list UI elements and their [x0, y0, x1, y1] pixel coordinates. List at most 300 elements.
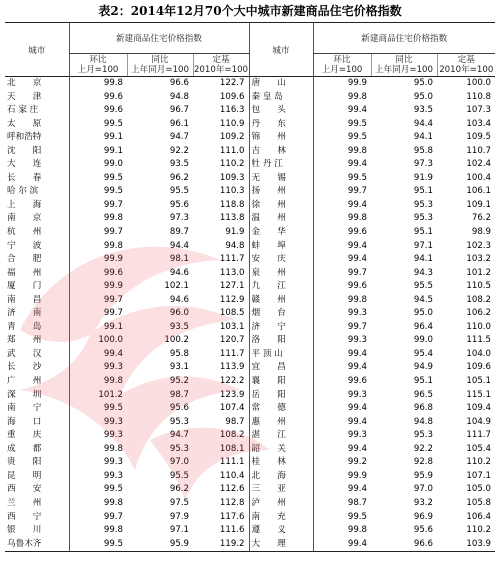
mom-index: 99.6: [313, 375, 371, 389]
city-name: 烟 台: [249, 307, 313, 321]
column-header-top: 定基: [457, 55, 475, 65]
base-index: 102.3: [466, 240, 492, 251]
city-name: 泸 州: [249, 497, 313, 511]
base-index: 107.3: [466, 105, 492, 116]
mom-index: 99.7: [69, 226, 127, 240]
base-index: 103.9: [437, 538, 495, 552]
base-index: 106.2: [466, 308, 492, 319]
mom-index: 99.8: [313, 145, 371, 159]
yoy-index: 95.3: [169, 416, 189, 427]
mom-index: 100.0: [69, 334, 127, 348]
city-name: 银 川: [7, 525, 42, 536]
city-name: 大 连: [7, 159, 42, 170]
yoy-index: 98.1: [169, 254, 189, 265]
table-row: [5, 524, 495, 538]
base-index: 109.5: [466, 132, 492, 143]
city-name: 蚌 埠: [249, 240, 313, 254]
city-name: 宁 波: [7, 240, 42, 251]
city-name: 遵 义: [249, 524, 313, 538]
base-index: 109.6: [466, 362, 492, 373]
city-name: 惠 州: [249, 416, 313, 430]
mom-index: 99.3: [69, 416, 127, 430]
table-row: [5, 321, 495, 335]
yoy-index: 95.4: [413, 348, 433, 359]
city-name: 乌鲁木齐: [5, 538, 69, 552]
city-name: 常 德: [249, 402, 313, 416]
column-header-top: 环比: [89, 55, 107, 65]
base-index: 102.4: [466, 159, 492, 170]
yoy-index: 97.3: [169, 213, 189, 224]
mom-index: 99.6: [69, 91, 127, 105]
mom-index: 99.4: [313, 402, 371, 416]
city-name: 秦 皇 岛: [249, 91, 313, 105]
city-name: 北 海: [249, 470, 313, 484]
mom-index: 99.3: [313, 429, 371, 443]
base-index: 122.7: [219, 78, 245, 88]
mom-index: 99.5: [313, 511, 371, 525]
city-name: 重 庆: [7, 430, 42, 441]
city-name: 温 州: [249, 212, 313, 226]
yoy-index: 96.6: [371, 538, 437, 552]
city-name: 湛 江: [249, 429, 313, 443]
column-header-top: 同比: [151, 55, 169, 65]
yoy-index: 95.3: [413, 213, 433, 224]
city-name: 九 江: [249, 280, 313, 294]
city-name: 安 庆: [249, 253, 313, 267]
yoy-index: 93.5: [413, 105, 433, 116]
table-row: [5, 118, 495, 132]
base-index: 112.9: [219, 294, 245, 305]
base-index: 111.7: [219, 348, 245, 359]
base-index: 108.1: [219, 443, 245, 454]
yoy-index: 95.1: [413, 376, 433, 387]
yoy-index: 94.4: [413, 118, 433, 129]
yoy-index: 96.6: [169, 78, 189, 88]
yoy-index: 96.1: [169, 118, 189, 129]
base-index: 110.0: [466, 321, 492, 332]
table-row: [5, 497, 495, 511]
base-index: 111.5: [466, 335, 492, 346]
city-name: 兰 州: [7, 497, 42, 508]
mom-index: 99.4: [313, 253, 371, 267]
mom-index: 99.2: [313, 456, 371, 470]
city-name: 青 岛: [7, 321, 42, 332]
yoy-index: 94.3: [413, 267, 433, 278]
yoy-index: 95.9: [413, 470, 433, 481]
mom-index: 99.3: [69, 361, 127, 375]
yoy-index: 95.0: [413, 91, 433, 102]
city-name: 太 原: [7, 118, 42, 129]
table-row: [5, 212, 495, 226]
base-index: 119.2: [193, 538, 249, 552]
table-row: [5, 253, 495, 267]
table-row: [5, 334, 495, 348]
city-name: 无 锡: [249, 172, 313, 186]
mom-index: 99.6: [69, 104, 127, 118]
yoy-index: 95.6: [413, 525, 433, 536]
group-header-right: 新建商品住宅价格指数: [313, 23, 495, 54]
city-name: 襄 阳: [249, 375, 313, 389]
mom-index: 99.1: [69, 321, 127, 335]
yoy-index: 98.7: [169, 389, 189, 400]
table-title: 表2：2014年12月70个大中城市新建商品住宅价格指数: [98, 4, 402, 18]
mom-index: 99.4: [313, 104, 371, 118]
table-row: [5, 307, 495, 321]
mom-index: 99.8: [313, 294, 371, 308]
city-name: 锦 州: [249, 131, 313, 145]
mom-index: 99.4: [313, 416, 371, 430]
column-header-top: 同比: [395, 55, 413, 65]
table-row: [5, 91, 495, 105]
column-header-bottom: 上月=100: [321, 65, 363, 75]
table-row: [5, 402, 495, 416]
mom-index: 101.2: [69, 389, 127, 403]
mom-index: 99.5: [313, 172, 371, 186]
mom-index: 99.3: [69, 456, 127, 470]
city-name: 哈 尔 滨: [7, 186, 39, 197]
city-name: 南 昌: [7, 294, 42, 305]
base-index: 105.4: [466, 443, 492, 454]
mom-index: 99.9: [313, 470, 371, 484]
base-index: 108.2: [466, 294, 492, 305]
city-name: 深 圳: [7, 389, 42, 400]
mom-index: 99.8: [69, 375, 127, 389]
mom-index: 99.0: [69, 158, 127, 172]
mom-index: 99.9: [313, 77, 371, 91]
yoy-index: 91.9: [413, 172, 433, 183]
group-header-left: 新建商品住宅价格指数: [69, 23, 249, 54]
yoy-index: 94.7: [169, 132, 189, 143]
table-row: [5, 470, 495, 484]
city-name: 厦 门: [7, 281, 42, 292]
city-name: 武 汉: [7, 348, 42, 359]
city-name: 赣 州: [249, 294, 313, 308]
mom-index: 99.4: [313, 199, 371, 213]
base-index: 109.4: [466, 403, 492, 414]
mom-index: 99.3: [313, 389, 371, 403]
city-name: 昆 明: [7, 470, 42, 481]
base-index: 111.1: [219, 457, 245, 468]
base-index: 107.1: [466, 470, 492, 481]
mom-index: 99.4: [313, 443, 371, 457]
mom-index: 99.5: [313, 131, 371, 145]
city-name: 沈 阳: [7, 145, 42, 156]
table-row: [5, 456, 495, 470]
column-header: [371, 54, 437, 77]
base-index: 107.4: [219, 403, 245, 414]
column-header: [127, 54, 193, 77]
base-index: 110.2: [466, 457, 492, 468]
table-row: [5, 375, 495, 389]
mom-index: 99.8: [313, 524, 371, 538]
city-name: 呼和浩特: [7, 132, 42, 143]
base-index: 106.4: [466, 511, 492, 522]
city-name: 岳 阳: [249, 389, 313, 403]
mom-index: 99.5: [313, 118, 371, 132]
base-index: 110.9: [219, 118, 245, 129]
city-name: 平 顶 山: [249, 348, 313, 362]
mom-index: 99.5: [69, 538, 127, 552]
city-name: 济 南: [7, 308, 42, 319]
base-index: 103.4: [466, 118, 492, 129]
city-name: 广 州: [7, 376, 42, 387]
mom-index: 99.7: [69, 199, 127, 213]
yoy-index: 94.8: [413, 416, 433, 427]
yoy-index: 100.2: [164, 335, 189, 346]
yoy-index: 94.4: [169, 240, 189, 251]
yoy-index: 92.8: [413, 457, 433, 468]
city-name: 南 宁: [7, 403, 42, 414]
yoy-index: 96.2: [169, 484, 189, 495]
base-index: 113.8: [219, 213, 245, 224]
mom-index: 99.8: [69, 77, 127, 91]
base-index: 111.6: [219, 525, 245, 536]
mom-index: 99.7: [313, 321, 371, 335]
mom-index: 98.7: [313, 497, 371, 511]
mom-index: 99.4: [69, 348, 127, 362]
base-index: 108.5: [219, 308, 245, 319]
yoy-index: 94.1: [413, 254, 433, 265]
table-row: [5, 267, 495, 281]
yoy-index: 95.5: [169, 470, 189, 481]
base-index: 101.2: [466, 267, 492, 278]
city-name: 石 家 庄: [7, 105, 39, 116]
base-index: 123.9: [219, 389, 245, 400]
column-header: [313, 54, 371, 77]
mom-index: 99.4: [313, 361, 371, 375]
mom-index: 99.1: [69, 131, 127, 145]
city-name: 成 都: [7, 443, 42, 454]
mom-index: 99.3: [69, 429, 127, 443]
yoy-index: 96.8: [413, 403, 433, 414]
yoy-index: 94.1: [413, 132, 433, 143]
city-name: 唐 山: [249, 77, 313, 91]
mom-index: 99.8: [69, 443, 127, 457]
city-name: 韶 关: [249, 443, 313, 457]
table-body: [5, 77, 495, 552]
yoy-index: 94.5: [413, 294, 433, 305]
city-name: 西 宁: [7, 511, 42, 522]
yoy-index: 95.6: [169, 199, 189, 210]
column-header-bottom: 上年同月=100: [375, 65, 433, 75]
yoy-index: 99.0: [413, 335, 433, 346]
city-header-left: 城市: [5, 23, 69, 77]
mom-index: 99.8: [69, 524, 127, 538]
table-row: [5, 226, 495, 240]
mom-index: 99.7: [69, 511, 127, 525]
yoy-index: 95.9: [127, 538, 193, 552]
city-name: 长 沙: [7, 362, 42, 373]
column-header: [193, 54, 249, 77]
yoy-index: 95.3: [413, 199, 433, 210]
city-name: 宜 昌: [249, 361, 313, 375]
table-row: [5, 131, 495, 145]
city-name: 杭 州: [7, 227, 42, 238]
base-index: 115.1: [466, 389, 492, 400]
base-index: 111.7: [219, 254, 245, 265]
city-name: 郑 州: [7, 335, 42, 346]
table-row: [5, 416, 495, 430]
yoy-index: 96.5: [413, 389, 433, 400]
base-index: 110.2: [219, 159, 245, 170]
yoy-index: 102.1: [164, 281, 189, 292]
base-index: 91.9: [225, 227, 245, 238]
city-name: 济 宁: [249, 321, 313, 335]
mom-index: 99.5: [69, 185, 127, 199]
table-row: [5, 77, 495, 91]
base-index: 109.6: [219, 91, 245, 102]
city-name: 牡 丹 江: [249, 158, 313, 172]
base-index: 104.0: [466, 348, 492, 359]
table-row: [5, 443, 495, 457]
yoy-index: 96.2: [169, 172, 189, 183]
yoy-index: 94.9: [413, 362, 433, 373]
base-index: 105.1: [466, 376, 492, 387]
mom-index: 99.7: [313, 185, 371, 199]
city-name: 扬 州: [249, 185, 313, 199]
mom-index: 99.5: [69, 118, 127, 132]
base-index: 122.2: [219, 376, 245, 387]
table-row: [5, 158, 495, 172]
base-index: 110.5: [466, 281, 492, 292]
column-header: [437, 54, 495, 77]
column-header-top: 环比: [333, 55, 351, 65]
price-index-table: [5, 22, 495, 552]
yoy-index: 95.5: [169, 186, 189, 197]
city-name: 西 安: [7, 484, 42, 495]
base-index: 103.1: [219, 321, 245, 332]
city-name: 洛 阳: [249, 334, 313, 348]
table-row: [5, 429, 495, 443]
column-header-bottom: 2010年=100: [193, 65, 249, 75]
yoy-index: 97.1: [413, 240, 433, 251]
table-row: [5, 348, 495, 362]
mom-index: 99.5: [69, 402, 127, 416]
yoy-index: 94.6: [169, 267, 189, 278]
mom-index: 99.6: [313, 280, 371, 294]
mom-index: 99.1: [69, 145, 127, 159]
city-header-right: 城市: [249, 23, 313, 77]
column-header: [69, 54, 127, 77]
city-name: 贵 阳: [7, 457, 42, 468]
mom-index: 99.8: [313, 91, 371, 105]
yoy-index: 95.3: [169, 443, 189, 454]
city-name: 南 充: [249, 511, 313, 525]
mom-index: 99.7: [69, 307, 127, 321]
table-row: [5, 104, 495, 118]
city-name: 吉 林: [249, 145, 313, 159]
yoy-index: 96.9: [413, 511, 433, 522]
base-index: 100.4: [466, 172, 492, 183]
base-index: 109.2: [219, 132, 245, 143]
city-name: 长 春: [7, 172, 42, 183]
table-row: [5, 483, 495, 497]
yoy-index: 97.0: [169, 457, 189, 468]
yoy-index: 95.8: [169, 348, 189, 359]
yoy-index: 94.8: [169, 91, 189, 102]
yoy-index: 97.0: [413, 484, 433, 495]
base-index: 120.7: [219, 335, 245, 346]
yoy-index: 95.1: [413, 227, 433, 238]
yoy-index: 97.5: [169, 497, 189, 508]
city-name: 徐 州: [249, 199, 313, 213]
base-index: 98.9: [471, 227, 492, 238]
table-row: [5, 361, 495, 375]
base-index: 113.0: [219, 267, 245, 278]
yoy-index: 95.3: [413, 430, 433, 441]
yoy-index: 94.7: [169, 430, 189, 441]
mom-index: 99.4: [313, 240, 371, 254]
city-name: 北 京: [7, 78, 42, 88]
base-index: 110.2: [466, 525, 492, 536]
base-index: 116.3: [219, 105, 245, 116]
yoy-index: 95.8: [413, 145, 433, 156]
city-name: 包 头: [249, 104, 313, 118]
city-name: 上 海: [7, 199, 42, 210]
yoy-index: 96.0: [169, 308, 189, 319]
base-index: 113.9: [219, 362, 245, 373]
base-index: 100.0: [466, 78, 492, 88]
yoy-index: 95.1: [413, 186, 433, 197]
base-index: 98.7: [225, 416, 245, 427]
yoy-index: 97.9: [169, 511, 189, 522]
base-index: 111.0: [219, 145, 245, 156]
base-index: 105.8: [466, 497, 492, 508]
base-index: 110.8: [466, 91, 492, 102]
mom-index: 99.6: [313, 226, 371, 240]
yoy-index: 93.2: [413, 497, 433, 508]
base-index: 76.2: [471, 213, 492, 224]
yoy-index: 93.5: [169, 159, 189, 170]
mom-index: 99.9: [69, 253, 127, 267]
mom-index: 99.8: [69, 212, 127, 226]
city-name: 桂 林: [249, 456, 313, 470]
yoy-index: 95.2: [169, 376, 189, 387]
table-row: [5, 538, 495, 552]
yoy-index: 95.6: [169, 403, 189, 414]
mom-index: 99.7: [69, 294, 127, 308]
yoy-index: 96.7: [169, 105, 189, 116]
yoy-index: 97.1: [169, 525, 189, 536]
mom-index: 99.3: [313, 307, 371, 321]
mom-index: 99.7: [313, 267, 371, 281]
yoy-index: 95.0: [413, 78, 433, 88]
mom-index: 99.4: [313, 348, 371, 362]
base-index: 112.8: [219, 497, 245, 508]
base-index: 109.1: [466, 199, 492, 210]
yoy-index: 89.7: [169, 227, 189, 238]
base-index: 127.1: [219, 281, 245, 292]
yoy-index: 97.3: [413, 159, 433, 170]
base-index: 110.4: [219, 470, 245, 481]
city-name: 南 京: [7, 213, 42, 224]
table-row: [5, 240, 495, 254]
mom-index: 99.8: [69, 240, 127, 254]
yoy-index: 94.6: [169, 294, 189, 305]
mom-index: 99.8: [69, 497, 127, 511]
yoy-index: 95.5: [413, 281, 433, 292]
table-row: [5, 511, 495, 525]
mom-index: 99.8: [313, 212, 371, 226]
base-index: 108.2: [219, 430, 245, 441]
yoy-index: 95.0: [413, 308, 433, 319]
city-name: 泉 州: [249, 267, 313, 281]
column-header-bottom: 2010年=100: [439, 65, 494, 75]
base-index: 110.7: [466, 145, 492, 156]
mom-index: 99.6: [69, 267, 127, 281]
yoy-index: 92.2: [169, 145, 189, 156]
table-row: [5, 294, 495, 308]
